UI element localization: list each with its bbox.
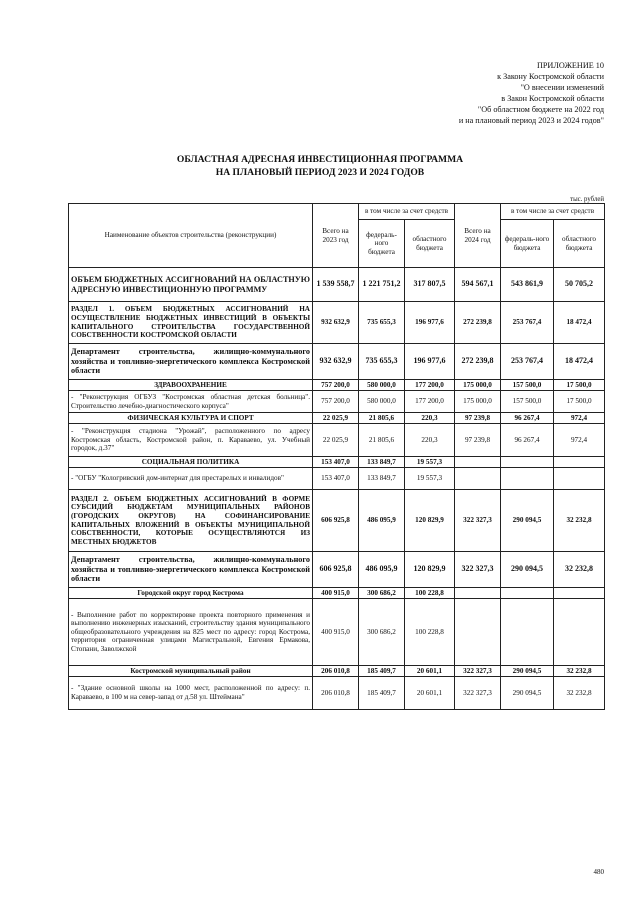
table-row	[69, 677, 605, 710]
row-name: РАЗДЕЛ 2. ОБЪЕМ БЮДЖЕТНЫХ АССИГНОВАНИЙ В ФОРМЕ СУБСИДИЙ БЮДЖЕТАМ МУНИЦИПАЛЬНЫХ РАЙОНОВ (ГОРОДСКИХ ОКРУГОВ) НА СОФИНАНСИРОВАНИЕ КАПИТАЛЬНЫХ ВЛОЖЕНИЙ В ОБЪЕКТЫ МУНИЦИПАЛЬНОЙ СОБСТВЕННОСТИ, КОТОРЫЕ ОСУЩЕСТВЛЯЮТСЯ ИЗ МЕСТНЫХ БЮДЖЕТОВ	[69, 490, 313, 552]
cell-federal-2023: 133 849,7	[359, 468, 405, 490]
header-incl-2023: в том числе за счет средств	[359, 204, 455, 220]
cell-total-2024: 97 239,8	[455, 413, 501, 424]
cell-regional-2023: 20 601,1	[405, 666, 455, 677]
table-row	[69, 424, 605, 457]
header-name: Наименование объектов строительства (реконструкции)	[69, 204, 313, 268]
cell-total-2023: 153 407,0	[313, 468, 359, 490]
cell-federal-2023: 300 686,2	[359, 588, 405, 599]
cell-regional-2023: 20 601,1	[405, 677, 455, 710]
cell-total-2024: 594 567,1	[455, 268, 501, 302]
table-row	[69, 380, 605, 391]
table-row	[69, 468, 605, 490]
cell-federal-2024: 157 500,0	[501, 391, 554, 413]
cell-total-2023: 1 539 558,7	[313, 268, 359, 302]
cell-regional-2023: 19 557,3	[405, 468, 455, 490]
cell-total-2024: 322 327,3	[455, 552, 501, 588]
appendix-line: в Закон Костромской области	[501, 94, 604, 103]
header-regional-2023: областного бюджета	[405, 220, 455, 268]
row-name: - "ОГБУ "Кологривский дом-интернат для престарелых и инвалидов"	[69, 468, 313, 490]
cell-regional-2023: 120 829,9	[405, 552, 455, 588]
cell-total-2023: 153 407,0	[313, 457, 359, 468]
cell-total-2023: 757 200,0	[313, 380, 359, 391]
cell-regional-2023: 100 228,8	[405, 588, 455, 599]
cell-federal-2024	[501, 457, 554, 468]
cell-regional-2024: 32 232,8	[554, 666, 605, 677]
table-row	[69, 457, 605, 468]
cell-regional-2023: 177 200,0	[405, 391, 455, 413]
cell-regional-2023: 177 200,0	[405, 380, 455, 391]
header-incl-2024: в том числе за счет средств	[501, 204, 605, 220]
cell-total-2023: 400 915,0	[313, 588, 359, 599]
cell-federal-2024: 96 267,4	[501, 424, 554, 457]
cell-federal-2024	[501, 599, 554, 666]
cell-federal-2024: 290 094,5	[501, 666, 554, 677]
row-name: - "Реконструкция ОГБУЗ "Костромская областная детская больница". Строительство лечебно-диагностического корпуса"	[69, 391, 313, 413]
cell-total-2023: 606 925,8	[313, 552, 359, 588]
header-federal-2023: федераль-ного бюджета	[359, 220, 405, 268]
cell-regional-2024: 50 705,2	[554, 268, 605, 302]
cell-regional-2024: 17 500,0	[554, 380, 605, 391]
cell-regional-2024: 18 472,4	[554, 302, 605, 344]
investment-table	[68, 203, 605, 710]
cell-regional-2024: 32 232,8	[554, 677, 605, 710]
cell-federal-2024: 253 767,4	[501, 302, 554, 344]
appendix-header	[344, 60, 604, 126]
cell-federal-2023: 735 655,3	[359, 344, 405, 380]
cell-regional-2023: 196 977,6	[405, 302, 455, 344]
cell-total-2024: 322 327,3	[455, 666, 501, 677]
appendix-line: и на плановый период 2023 и 2024 годов"	[458, 116, 604, 125]
row-name: РАЗДЕЛ 1. ОБЪЕМ БЮДЖЕТНЫХ АССИГНОВАНИЙ НА ОСУЩЕСТВЛЕНИЕ БЮДЖЕТНЫХ ИНВЕСТИЦИЙ В ОБЪЕКТЫ КАПИТАЛЬНОГО СТРОИТЕЛЬСТВА ГОСУДАРСТВЕННОЙ СОБСТВЕННОСТИ КОСТРОМСКОЙ ОБЛАСТИ	[69, 302, 313, 344]
appendix-line: к Закону Костромской области	[497, 72, 604, 81]
header-federal-2024: федераль-ного бюджета	[501, 220, 554, 268]
units-label: тыс. рублей	[570, 196, 604, 203]
row-name: Департамент строительства, жилищно-коммунального хозяйства и топливно-энергетического комплекса Костромской области	[69, 552, 313, 588]
cell-total-2024: 175 000,0	[455, 380, 501, 391]
cell-federal-2024	[501, 468, 554, 490]
cell-federal-2023: 21 805,6	[359, 424, 405, 457]
row-name: СОЦИАЛЬНАЯ ПОЛИТИКА	[69, 457, 313, 468]
cell-regional-2023: 220,3	[405, 413, 455, 424]
table-row	[69, 413, 605, 424]
cell-total-2023: 932 632,9	[313, 302, 359, 344]
row-name: - Выполнение работ по корректировке проекта повторного применения и выполнению инженерных изысканий, строительству здания муниципального общеобразовательного учреждения на 825 мест по адресу: город Кострома, территория ограниченная улицами Магистральной, Евгения Ермакова, Стопани, Заволжской	[69, 599, 313, 666]
cell-federal-2024: 290 094,5	[501, 677, 554, 710]
header-regional-2024: областного бюджета	[554, 220, 605, 268]
cell-federal-2023: 300 686,2	[359, 599, 405, 666]
title-line: НА ПЛАНОВЫЙ ПЕРИОД 2023 И 2024 ГОДОВ	[215, 167, 425, 178]
header-total-2024: Всего на 2024 год	[455, 204, 501, 268]
cell-total-2024	[455, 588, 501, 599]
cell-regional-2024: 17 500,0	[554, 391, 605, 413]
cell-regional-2024: 18 472,4	[554, 344, 605, 380]
cell-federal-2024: 157 500,0	[501, 380, 554, 391]
cell-total-2024	[455, 468, 501, 490]
header-total-2023: Всего на 2023 год	[313, 204, 359, 268]
cell-federal-2023: 1 221 751,2	[359, 268, 405, 302]
cell-federal-2024: 290 094,5	[501, 490, 554, 552]
cell-total-2023: 22 025,9	[313, 413, 359, 424]
cell-total-2023: 757 200,0	[313, 391, 359, 413]
cell-total-2024: 322 327,3	[455, 490, 501, 552]
cell-federal-2024: 290 094,5	[501, 552, 554, 588]
cell-regional-2023: 100 228,8	[405, 599, 455, 666]
row-name: Городской округ город Кострома	[69, 588, 313, 599]
cell-regional-2023: 220,3	[405, 424, 455, 457]
row-name: ФИЗИЧЕСКАЯ КУЛЬТУРА И СПОРТ	[69, 413, 313, 424]
table-row	[69, 666, 605, 677]
cell-total-2024: 272 239,8	[455, 302, 501, 344]
cell-total-2023: 206 010,8	[313, 677, 359, 710]
cell-federal-2023: 185 409,7	[359, 666, 405, 677]
row-name: ЗДРАВООХРАНЕНИЕ	[69, 380, 313, 391]
appendix-line: "Об областном бюджете на 2022 год	[477, 105, 604, 114]
table-row	[69, 490, 605, 552]
appendix-line: ПРИЛОЖЕНИЕ 10	[536, 61, 604, 70]
cell-federal-2024	[501, 588, 554, 599]
cell-regional-2023: 19 557,3	[405, 457, 455, 468]
cell-total-2024: 175 000,0	[455, 391, 501, 413]
cell-total-2023: 206 010,8	[313, 666, 359, 677]
cell-federal-2023: 185 409,7	[359, 677, 405, 710]
cell-regional-2024	[554, 588, 605, 599]
cell-federal-2023: 486 095,9	[359, 552, 405, 588]
cell-total-2024: 322 327,3	[455, 677, 501, 710]
row-name: Костромской муниципальный район	[69, 666, 313, 677]
cell-federal-2024: 96 267,4	[501, 413, 554, 424]
cell-total-2024	[455, 457, 501, 468]
appendix-line: "О внесении изменений	[520, 83, 604, 92]
row-name: ОБЪЕМ БЮДЖЕТНЫХ АССИГНОВАНИЙ НА ОБЛАСТНУЮ АДРЕСНУЮ ИНВЕСТИЦИОННУЮ ПРОГРАММУ	[69, 268, 313, 302]
table-row	[69, 391, 605, 413]
cell-total-2023: 22 025,9	[313, 424, 359, 457]
cell-total-2023: 400 915,0	[313, 599, 359, 666]
page-number: 480	[593, 868, 604, 876]
table-row	[69, 344, 605, 380]
table-row	[69, 552, 605, 588]
cell-federal-2023: 580 000,0	[359, 380, 405, 391]
cell-regional-2023: 196 977,6	[405, 344, 455, 380]
cell-federal-2024: 253 767,4	[501, 344, 554, 380]
cell-federal-2023: 580 000,0	[359, 391, 405, 413]
cell-total-2024: 272 239,8	[455, 344, 501, 380]
cell-regional-2024: 32 232,8	[554, 490, 605, 552]
cell-regional-2024: 32 232,8	[554, 552, 605, 588]
cell-total-2024	[455, 599, 501, 666]
row-name: Департамент строительства, жилищно-коммунального хозяйства и топливно-энергетического комплекса Костромской области	[69, 344, 313, 380]
cell-federal-2023: 735 655,3	[359, 302, 405, 344]
cell-total-2023: 606 925,8	[313, 490, 359, 552]
cell-regional-2023: 317 807,5	[405, 268, 455, 302]
cell-federal-2024: 543 861,9	[501, 268, 554, 302]
table-row	[69, 302, 605, 344]
cell-federal-2023: 486 095,9	[359, 490, 405, 552]
cell-total-2023: 932 632,9	[313, 344, 359, 380]
document-title	[0, 153, 640, 179]
cell-regional-2024: 972,4	[554, 424, 605, 457]
title-line: ОБЛАСТНАЯ АДРЕСНАЯ ИНВЕСТИЦИОННАЯ ПРОГРАММА	[176, 154, 464, 165]
table-row	[69, 268, 605, 302]
cell-total-2024: 97 239,8	[455, 424, 501, 457]
cell-regional-2024	[554, 457, 605, 468]
table-row	[69, 588, 605, 599]
cell-regional-2024: 972,4	[554, 413, 605, 424]
cell-federal-2023: 21 805,6	[359, 413, 405, 424]
cell-regional-2024	[554, 599, 605, 666]
cell-federal-2023: 133 849,7	[359, 457, 405, 468]
table-row	[69, 599, 605, 666]
row-name: - "Реконструкция стадиона "Урожай", расположенного по адресу Костромская область, Костромской район, п. Караваево, ул. Учебный городок, д.37"	[69, 424, 313, 457]
cell-regional-2024	[554, 468, 605, 490]
row-name: - "Здание основной школы на 1000 мест, расположенной по адресу: п. Караваево, в 100 м на север-запад от д.58 ул. Штеймана"	[69, 677, 313, 710]
cell-regional-2023: 120 829,9	[405, 490, 455, 552]
